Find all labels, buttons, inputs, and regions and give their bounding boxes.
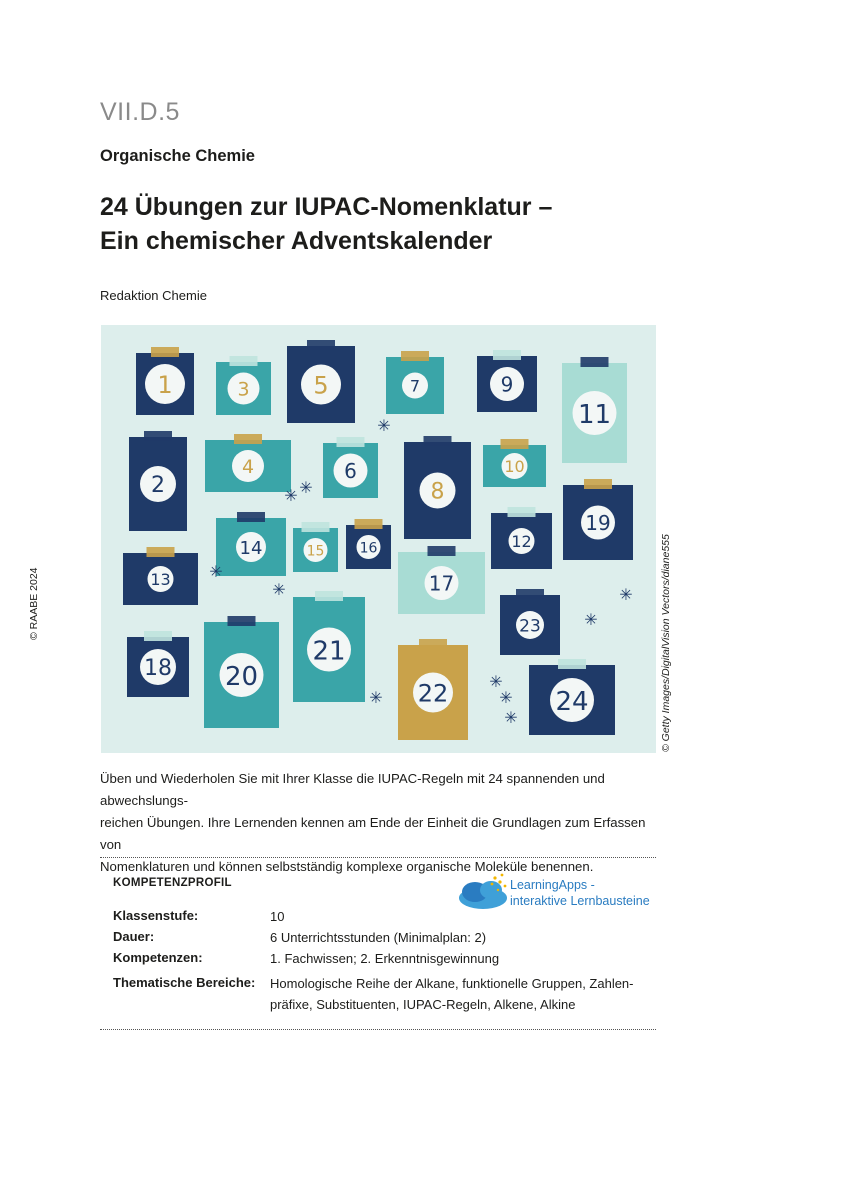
snowflake-icon: ✳	[377, 416, 391, 435]
tape-strip	[584, 479, 612, 489]
snowflake-icon: ✳	[584, 610, 598, 629]
profile-value-duration: 6 Unterrichtsstunden (Minimalplan: 2)	[270, 930, 487, 945]
calendar-number: 8	[430, 479, 445, 505]
snowflake-icon: ✳	[369, 688, 383, 707]
calendar-number: 14	[239, 537, 263, 559]
tape-strip	[424, 436, 452, 446]
calendar-number: 12	[511, 531, 532, 551]
tape-strip	[355, 519, 383, 529]
learningapps-logo-text-2: interaktive Lernbausteine	[510, 894, 650, 908]
snowflake-icon: ✳	[489, 672, 503, 691]
snowflake-icon: ✳	[504, 708, 518, 727]
image-credit-side-text: © Getty Images/DigitalVision Vectors/diane555	[660, 534, 672, 752]
tape-strip	[493, 350, 521, 360]
tape-strip	[419, 639, 447, 649]
calendar-number: 11	[577, 399, 612, 430]
tape-strip	[508, 507, 536, 517]
page-title	[100, 190, 552, 258]
tape-strip	[558, 659, 586, 669]
snowflake-icon: ✳	[619, 585, 633, 604]
tape-strip	[228, 616, 256, 626]
calendar-number: 5	[313, 371, 329, 400]
profile-label-grade: Klassenstufe:	[113, 908, 199, 923]
calendar-number: 7	[409, 376, 421, 396]
profile-value-topics-line-2: präfixe, Substituenten, IUPAC-Regeln, Alkene, Alkine	[270, 997, 576, 1012]
calendar-number: 19	[585, 511, 611, 536]
calendar-number: 24	[555, 686, 589, 717]
intro-paragraph	[100, 768, 660, 878]
calendar-number: 13	[150, 569, 171, 589]
profile-value-competences: 1. Fachwissen; 2. Erkenntnisgewinnung	[270, 951, 500, 966]
divider-bottom	[100, 1029, 656, 1030]
calendar-number: 10	[504, 456, 525, 476]
section-code: VII.D.5	[100, 98, 180, 126]
intro-line-1: Üben und Wiederholen Sie mit Ihrer Klasse die IUPAC-Regeln mit 24 spannenden und abwechslungs-	[100, 771, 605, 808]
tape-strip	[501, 439, 529, 449]
calendar-number: 9	[500, 372, 514, 397]
copyright-side-text: © RAABE 2024	[28, 567, 40, 640]
snowflake-icon: ✳	[284, 486, 298, 505]
tape-strip	[147, 547, 175, 557]
title-line-2: Ein chemischer Adventskalender	[100, 227, 493, 255]
tape-strip	[337, 437, 365, 447]
tape-strip	[307, 340, 335, 350]
profile-label-topics: Thematische Bereiche:	[113, 975, 256, 990]
tape-strip	[428, 546, 456, 556]
snowflake-icon: ✳	[209, 562, 223, 581]
calendar-number: 3	[237, 378, 250, 401]
tape-strip	[234, 434, 262, 444]
subject-label: Organische Chemie	[100, 147, 255, 165]
divider-top	[100, 857, 656, 858]
calendar-number: 22	[417, 679, 449, 708]
calendar-number: 16	[359, 540, 378, 557]
snowflake-icon: ✳	[499, 688, 513, 707]
tape-strip	[237, 512, 265, 522]
calendar-number: 4	[241, 456, 255, 479]
profile-value-topics	[270, 973, 640, 1015]
profile-label-duration: Dauer:	[113, 929, 155, 944]
profile-label-competences: Kompetenzen:	[113, 950, 203, 965]
competence-profile-heading: KOMPETENZPROFIL	[113, 877, 232, 889]
snowflake-icon: ✳	[299, 478, 313, 497]
calendar-number: 6	[344, 459, 357, 484]
profile-value-grade: 10	[270, 909, 285, 924]
calendar-number: 15	[306, 543, 325, 560]
title-line-1: 24 Übungen zur IUPAC-Nomenklatur –	[100, 193, 553, 221]
calendar-number: 20	[224, 661, 259, 692]
calendar-number: 21	[312, 636, 346, 667]
profile-value-topics-line-1: Homologische Reihe der Alkane, funktionelle Gruppen, Zahlen-	[270, 976, 634, 991]
tape-strip	[581, 357, 609, 367]
intro-line-3: Nomenklaturen und können selbstständig komplexe organische Moleküle benennen.	[100, 859, 594, 874]
calendar-number: 17	[428, 571, 455, 596]
tape-strip	[302, 522, 330, 532]
tape-strip	[144, 431, 172, 441]
calendar-number: 18	[144, 656, 172, 682]
calendar-number: 1	[157, 371, 173, 399]
tape-strip	[516, 589, 544, 599]
advent-calendar-illustration	[101, 325, 656, 753]
calendar-number: 23	[519, 616, 541, 637]
tape-strip	[401, 351, 429, 361]
snowflake-icon: ✳	[272, 580, 286, 599]
calendar-number: 2	[151, 473, 165, 499]
tape-strip	[315, 591, 343, 601]
tape-strip	[230, 356, 258, 366]
intro-line-2: reichen Übungen. Ihre Lernenden kennen am Ende der Einheit die Grundlagen zum Erfassen von	[100, 815, 646, 852]
tape-strip	[144, 631, 172, 641]
editor-label: Redaktion Chemie	[100, 288, 207, 303]
learningapps-logo-text-1: LearningApps -	[510, 878, 595, 892]
tape-strip	[151, 347, 179, 357]
